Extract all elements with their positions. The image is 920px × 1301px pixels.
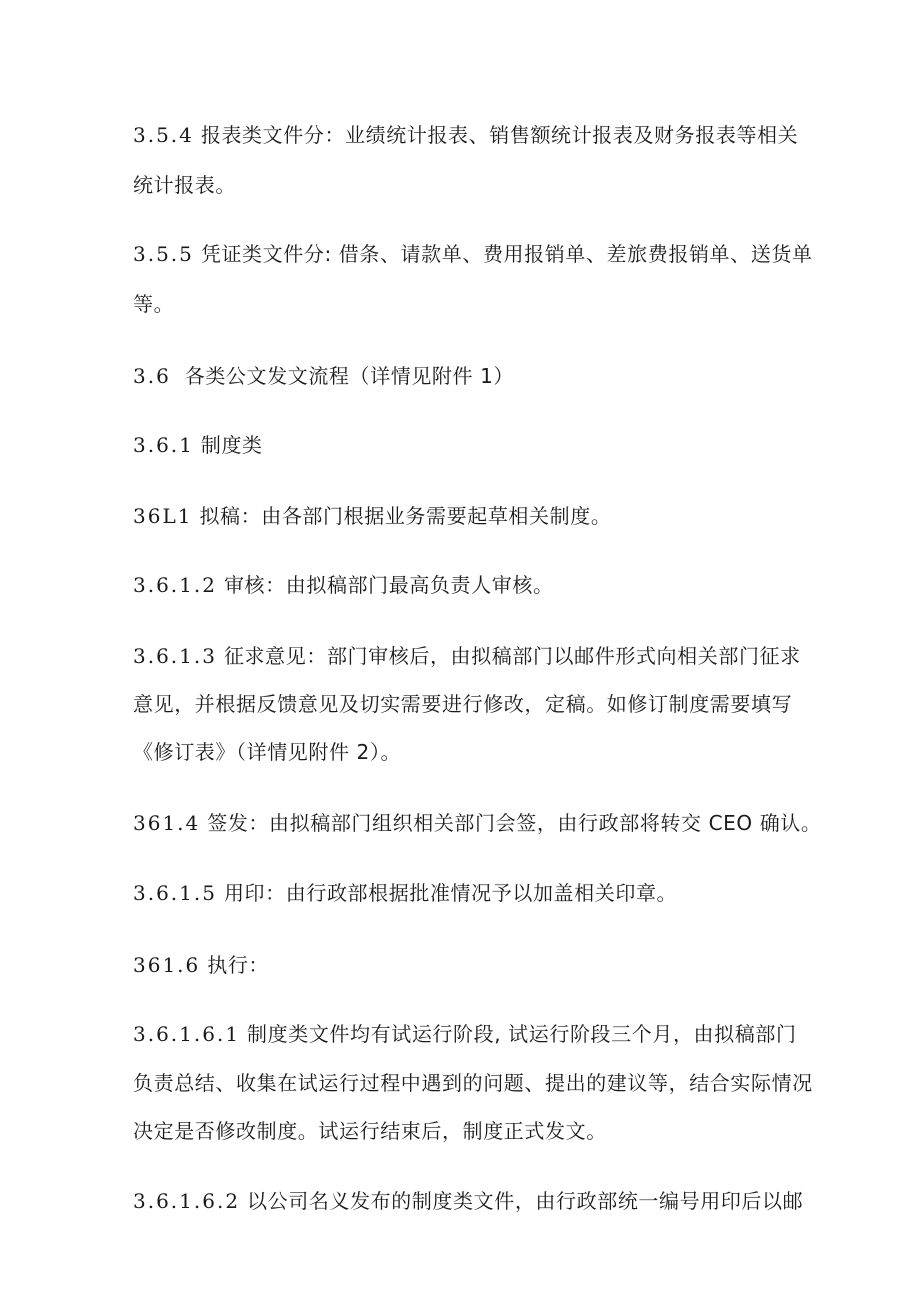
line-text: 统计报表。	[133, 173, 236, 197]
line-text: 执行：	[207, 953, 270, 977]
clause-number: 3.6.1	[133, 433, 194, 457]
line-text: 用印：由行政部根据批准情况予以加盖相关印章。	[223, 881, 678, 905]
section-heading	[133, 362, 793, 390]
line-text: 负责总结、收集在试运行过程中遇到的问题、提出的建议等，结合实际情况	[133, 1071, 813, 1095]
text-line	[133, 738, 793, 766]
line-text: 制度类文件均有试运行阶段, 试运行阶段三个月，由拟稿部门	[247, 1022, 797, 1046]
clause-number: 3.6.1.6.2	[133, 1189, 241, 1213]
clause-number: 3.5.4	[133, 123, 194, 147]
text-line	[133, 879, 793, 907]
text-line	[133, 809, 822, 837]
line-text: 决定是否修改制度。试运行结束后，制度正式发文。	[133, 1119, 607, 1143]
text-line	[133, 642, 801, 670]
text-line	[133, 1069, 813, 1097]
line-text: 审核：由拟稿部门最高负责人审核。	[223, 573, 554, 597]
line-text: 凭证类文件分: 借条、请款单、费用报销单、差旅费报销单、送货单	[200, 242, 813, 266]
clause-number: 3.6.1.3	[133, 644, 217, 668]
line-text: 征求意见：部门审核后，由拟稿部门以邮件形式向相关部门征求	[223, 644, 801, 668]
line-text: 制度类	[200, 433, 263, 457]
line-text: 签发：由拟稿部门组织相关部门会签，由行政部将转交 CEO 确认。	[207, 811, 822, 835]
text-line	[133, 240, 813, 268]
text-line	[133, 951, 793, 979]
subsection-heading	[133, 431, 793, 459]
text-line	[133, 121, 799, 149]
text-line	[133, 690, 793, 718]
text-line	[133, 502, 793, 530]
clause-number: 3.5.5	[133, 242, 194, 266]
line-text: 意见，并根据反馈意见及切实需要进行修改，定稿。如修订制度需要填写	[133, 692, 793, 716]
line-text: 报表类文件分：业绩统计报表、销售额统计报表及财务报表等相关	[200, 123, 799, 147]
line-text: 各类公文发文流程（详情见附件 1）	[184, 364, 515, 388]
text-line	[133, 1020, 797, 1048]
text-line	[133, 1187, 804, 1215]
clause-number: 361.4	[133, 811, 201, 835]
clause-number: 3.6.1.2	[133, 573, 217, 597]
text-line	[133, 171, 793, 199]
line-text: 等。	[133, 292, 175, 316]
clause-number: 3.6	[133, 364, 171, 388]
clause-number: 36L1	[133, 504, 193, 528]
clause-number: 361.6	[133, 953, 201, 977]
line-text: 《修订表》（详情见附件 2）。	[133, 740, 402, 764]
clause-number: 3.6.1.6.1	[133, 1022, 241, 1046]
text-line	[133, 290, 793, 318]
line-text: 以公司名义发布的制度类文件，由行政部统一编号用印后以邮	[247, 1189, 804, 1213]
clause-number: 3.6.1.5	[133, 881, 217, 905]
line-text: 拟稿：由各部门根据业务需要起草相关制度。	[199, 504, 612, 528]
text-line	[133, 571, 793, 599]
text-line	[133, 1117, 793, 1145]
